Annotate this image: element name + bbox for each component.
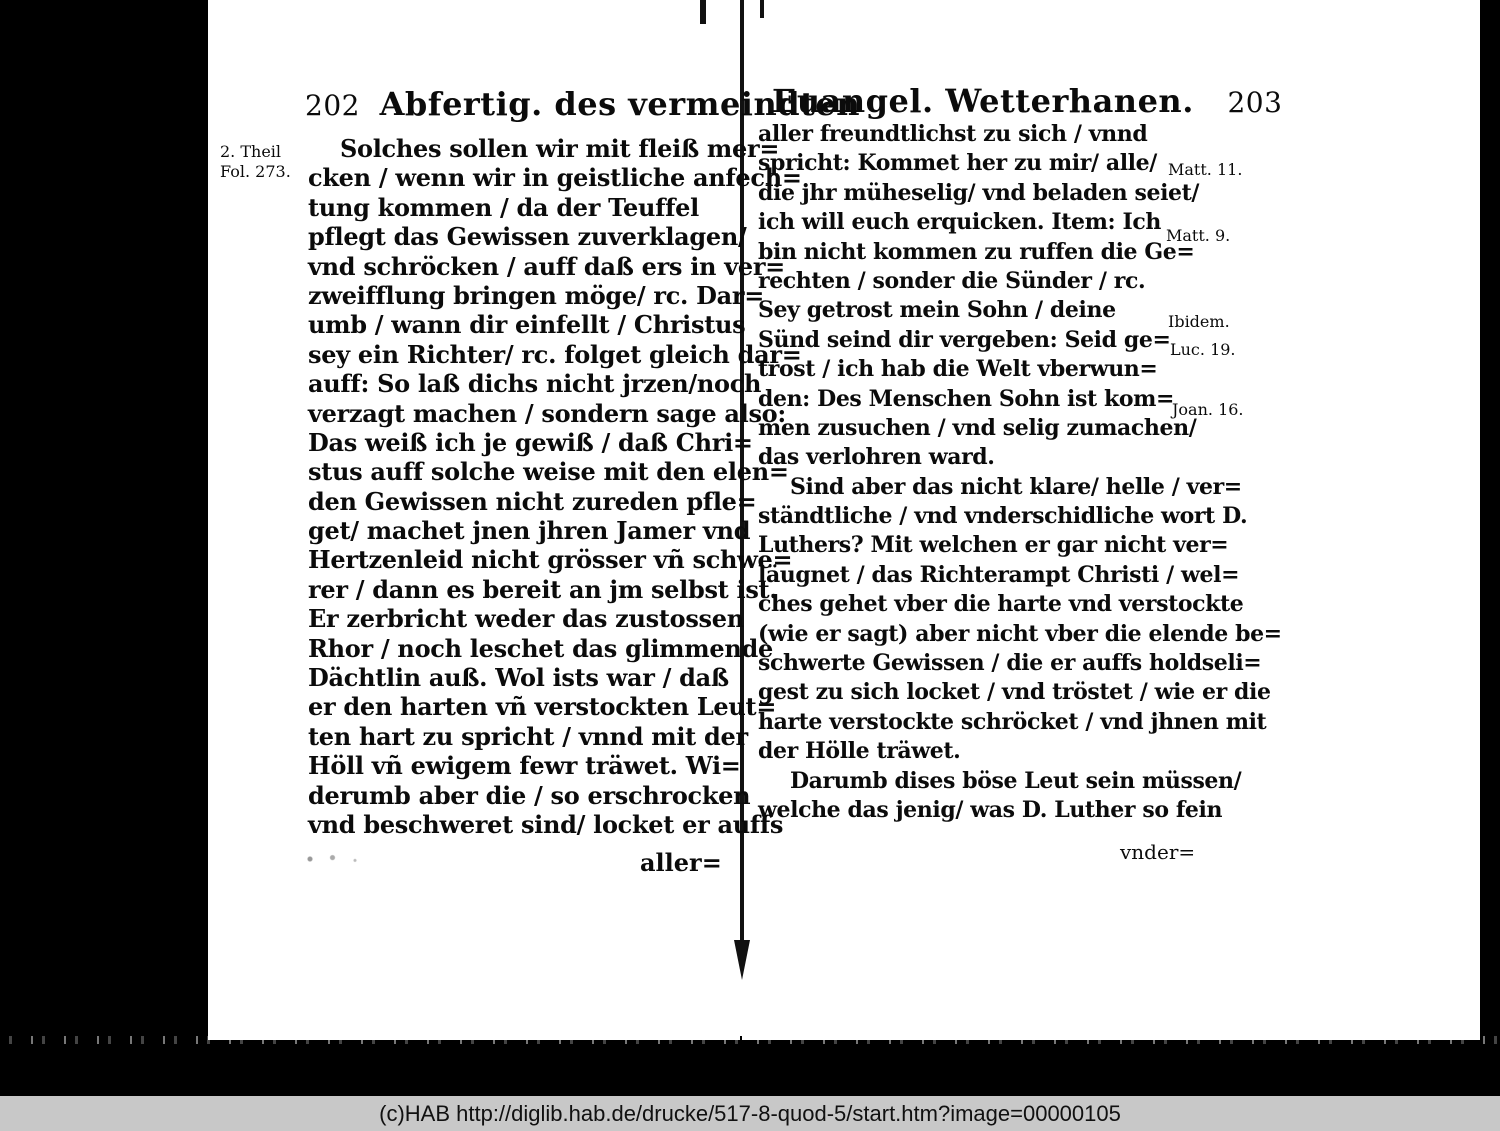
left-catchword: aller=	[640, 848, 722, 877]
text-line: gest zu sich locket / vnd tröstet / wie er die	[758, 679, 1271, 706]
text-line: Sünd seind dir vergeben: Seid ge=	[758, 326, 1171, 353]
margin-note-line: Fol. 273.	[220, 162, 291, 181]
text-line: den Gewissen nicht zureden pfle=	[308, 486, 757, 516]
text-line: Darumb dises böse Leut sein müssen/	[790, 767, 1242, 794]
text-line: pflegt das Gewissen zuverklagen/	[308, 222, 747, 252]
text-line: Luthers? Mit welchen er gar nicht ver=	[758, 532, 1229, 559]
text-line: Dächtlin auß. Wol ists war / daß	[308, 663, 729, 693]
text-line: Hertzenleid nicht grösser vñ schwe=	[308, 545, 793, 575]
text-line: den: Des Menschen Sohn ist kom=	[758, 385, 1175, 412]
text-line: derumb aber die / so erschrocken	[308, 780, 751, 810]
text-line: auff: So laß dichs nicht jrzen/noch	[308, 369, 762, 399]
text-line: schwerte Gewissen / die er auffs holdseli=	[758, 650, 1262, 677]
right-page-number: 203	[1227, 86, 1283, 119]
right-margin-note: Ibidem.	[1168, 312, 1230, 331]
text-line: bin nicht kommen zu ruffen die Ge=	[758, 238, 1195, 265]
text-line: ches gehet vber die harte vnd verstockte	[758, 591, 1244, 618]
text-line: Er zerbricht weder das zustossen	[308, 604, 744, 634]
text-line: ich will euch erquicken. Item: Ich	[758, 209, 1161, 236]
text-line: Rhor / noch leschet das glimmende	[308, 633, 773, 663]
citation-bar	[0, 1096, 1500, 1131]
text-line: Höll vñ ewigem fewr träwet. Wi=	[308, 751, 741, 781]
text-line: Sey getrost mein Sohn / deine	[758, 297, 1116, 324]
right-margin-note: Matt. 11.	[1168, 160, 1243, 179]
text-line: die jhr müheselig/ vnd beladen seiet/	[758, 179, 1200, 206]
text-line: er den harten vñ verstockten Leut=	[308, 692, 777, 722]
text-line: harte verstockte schröcket / vnd jhnen mit	[758, 708, 1267, 735]
text-line: rer / dann es bereit an jm selbst ist.	[308, 574, 778, 604]
right-running-head	[772, 82, 1282, 120]
text-line: ten hart zu spricht / vnnd mit der	[308, 721, 748, 751]
text-line: (wie er sagt) aber nicht vber die elende be=	[758, 620, 1282, 647]
gutter-ink-mark	[700, 0, 706, 24]
text-line: verzagt machen / sondern sage also:	[308, 398, 786, 428]
text-line: get/ machet jnen jhren Jamer vnd	[308, 516, 751, 546]
text-line: zweifflung bringen möge/ rc. Dar=	[308, 280, 765, 310]
text-line: der Hölle träwet.	[758, 738, 961, 765]
left-page-body	[308, 134, 802, 839]
right-margin-note: Joan. 16.	[1172, 400, 1244, 419]
left-page-number: 202	[305, 89, 360, 122]
text-line: Solches sollen wir mit fleiß mer=	[340, 134, 780, 163]
right-margin-note: Matt. 9.	[1166, 226, 1231, 245]
citation-text: (c)HAB http://diglib.hab.de/drucke/517-8-quod-5/start.htm?image=00000105	[379, 1100, 1121, 1126]
text-line: läugnet / das Richterampt Christi / wel=	[758, 561, 1240, 588]
ink-smudge	[292, 852, 382, 866]
text-line: Sind aber das nicht klare/ helle / ver=	[790, 473, 1242, 500]
gutter-ink-mark	[760, 0, 764, 18]
left-margin-note	[220, 142, 291, 182]
text-line: umb / wann dir einfellt / Christus	[308, 310, 746, 340]
text-line: tung kommen / da der Teuffel	[308, 192, 699, 222]
right-margin-note: Luc. 19.	[1170, 340, 1236, 359]
text-line: das verlohren ward.	[758, 444, 995, 471]
left-running-title: Abfertig. des vermeindten	[379, 85, 860, 123]
text-line: cken / wenn wir in geistliche anfech=	[308, 163, 802, 193]
text-line: vnd schröcken / auff daß ers in ver=	[308, 251, 785, 281]
right-catchword: vnder=	[1120, 840, 1196, 864]
text-line: stus auff solche weise mit den elen=	[308, 457, 789, 487]
text-line: ständtliche / vnd vnderschidliche wort D.	[758, 503, 1248, 530]
right-running-title: Euangel. Wetterhanen.	[772, 82, 1194, 120]
text-line: Das weiß ich je gewiß / daß Chri=	[308, 427, 753, 457]
text-line: aller freundtlichst zu sich / vnnd	[758, 121, 1148, 147]
text-line: vnd beschweret sind/ locket er auffs	[308, 809, 784, 839]
text-line: sey ein Richter/ rc. folget gleich dar=	[308, 339, 802, 369]
scan-border-bottom	[0, 1038, 1500, 1096]
text-line: trost / ich hab die Welt vberwun=	[758, 356, 1158, 383]
text-line: spricht: Kommet her zu mir/ alle/	[758, 150, 1157, 177]
margin-note-line: 2. Theil	[220, 142, 282, 161]
scan-border-left	[0, 0, 208, 1050]
scan-border-right	[1480, 0, 1500, 1050]
text-line: welche das jenig/ was D. Luther so fein	[758, 796, 1223, 823]
text-line: men zusuchen / vnd selig zumachen/	[758, 414, 1197, 441]
text-line: rechten / sonder die Sünder / rc.	[758, 267, 1146, 294]
gutter-tip	[734, 940, 750, 980]
